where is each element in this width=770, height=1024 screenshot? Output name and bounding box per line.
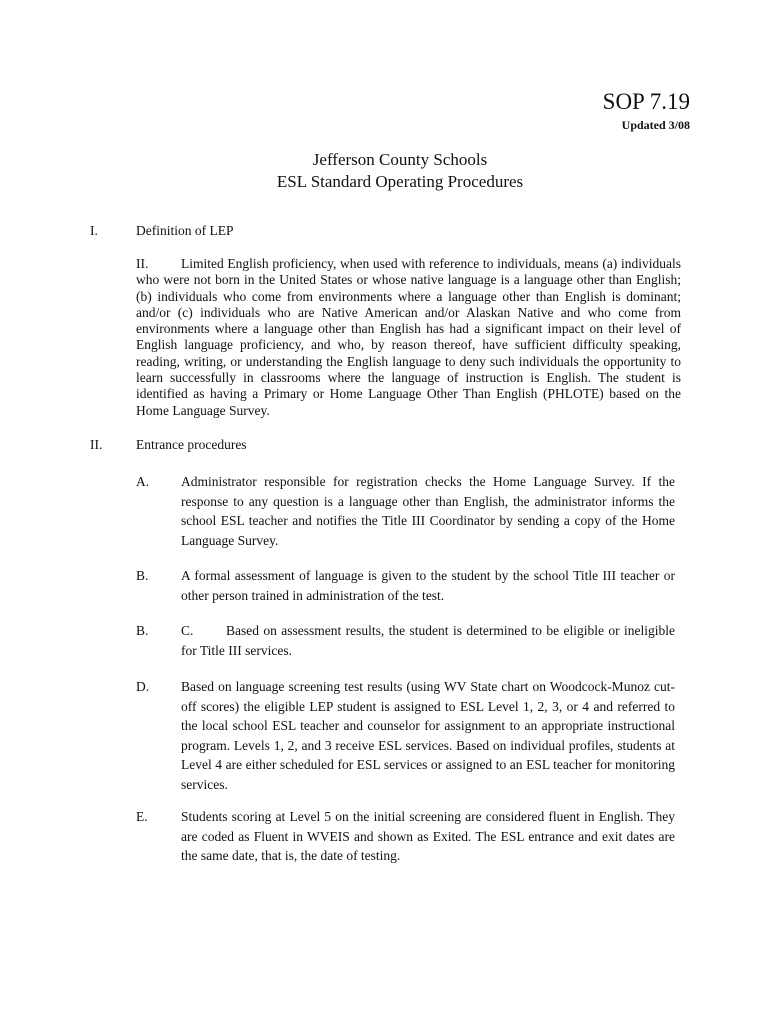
- item-e-letter: E.: [136, 809, 148, 824]
- section-1-paragraph-label: II.: [136, 256, 149, 271]
- sop-number: SOP 7.19: [602, 89, 690, 114]
- item-a-text: Administrator responsible for registration checks the Home Language Survey. If the response to any question is a language other than English, the administrator informs the school ESL teacher and notifies the Title III Coordinator by sending a copy of the Home Language Survey.: [181, 474, 675, 548]
- item-d-letter: D.: [136, 679, 150, 694]
- section-2-title: Entrance procedures: [136, 437, 247, 452]
- item-d-text: Based on language screening test results (using WV State chart on Woodcock-Munoz cut-off scores) the eligible LEP student is assigned to ESL Level 1, 2, 3, or 4 and referred to the local school ESL teacher and counselor for assignment to an appropriate instructional program. Levels 1, 2, and 3 receive ESL services. Based on individual profiles, students at Level 4 are either scheduled for ESL services or assigned to an ESL teacher for monitoring services.: [181, 679, 675, 792]
- document-title: [0, 149, 770, 193]
- section-1-paragraph: [136, 256, 681, 419]
- title-line-2: ESL Standard Operating Procedures: [276, 172, 524, 191]
- item-e-text: Students scoring at Level 5 on the initial screening are considered fluent in English. They are coded as Fluent in WVEIS and shown as Exited. The ESL entrance and exit dates are the same date, that is, the date of testing.: [181, 809, 675, 863]
- section-2-number: II.: [90, 437, 103, 452]
- item-a-letter: A.: [136, 474, 150, 489]
- section-1-title: Definition of LEP: [136, 223, 234, 238]
- section-1-paragraph-text: Limited English proficiency, when used with reference to individuals, means (a) individuals who were not born in the United States or whose native language is a language other than English; (b) individuals who come from environments where a language other than English is dominant; and/or (c) individuals who are Native American and/or Alaskan Native and who come from environments where a language other than English has had a significant impact on their level of English language proficiency, and who, by reason thereof, have sufficient difficulty speaking, reading, writing, or understanding the English language to deny such individuals the opportunity to learn successfully in classrooms where the language of instruction is English. The student is identified as having a Primary or Home Language Other Than English (PHLOTE) based on the Home Language Survey.: [136, 256, 681, 418]
- title-line-1: Jefferson County Schools: [312, 150, 488, 169]
- item-c-text: [181, 621, 675, 660]
- item-b2-letter: B.: [136, 623, 149, 638]
- updated-date: Updated 3/08: [621, 118, 690, 132]
- section-1-number: I.: [90, 223, 98, 238]
- item-b-text: A formal assessment of language is given to the student by the school Title III teacher or other person trained in administration of the test.: [181, 568, 675, 603]
- item-c-body: Based on assessment results, the student is determined to be eligible or ineligible for Title III services.: [181, 623, 675, 658]
- item-b-letter: B.: [136, 568, 149, 583]
- item-c-sub-letter: C.: [181, 623, 194, 638]
